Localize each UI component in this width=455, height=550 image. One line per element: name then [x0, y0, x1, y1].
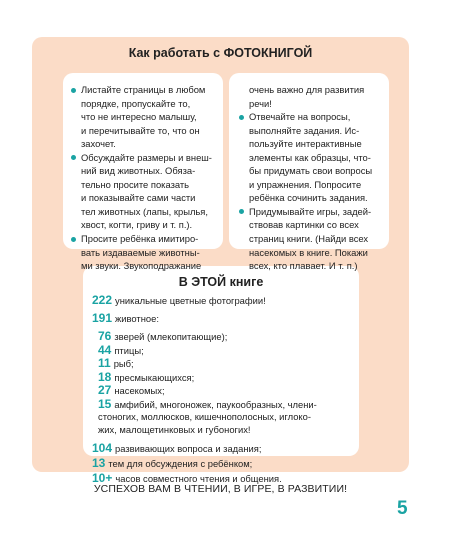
tip-text-line: ребёнка сочинить задания. [249, 192, 368, 204]
stat-number: 222 [92, 293, 113, 307]
stat-others-line2: стоногих, моллюсков, кишечнополосных, иглоко- [98, 411, 311, 422]
tip-text-line: бы придумать свои вопросы [249, 165, 373, 177]
stat-number: 10+ [92, 471, 113, 485]
tip-text-line: ний вид животных. Обяза- [81, 165, 196, 177]
stat-number: 15 [98, 396, 112, 411]
stat-text: птицы; [114, 344, 144, 356]
stat-text: насекомых; [114, 385, 165, 396]
in-book-stats [92, 292, 352, 486]
stat-number: 27 [98, 383, 112, 397]
stat-reptiles [98, 371, 352, 385]
stat-number: 44 [98, 342, 112, 357]
stat-text: уникальные цветные фотографии! [115, 295, 266, 306]
tip-text-line: всех, кто плавает. И т. п.) [249, 260, 358, 272]
tip-text-line: порядке, пропускайте то, [81, 97, 191, 109]
tip-text-line: ми звуки. Звукоподражание [81, 260, 202, 272]
tip-text-line: очень важно для развития [249, 84, 365, 95]
tip-text-line: и перечитывайте то, что он [81, 124, 200, 136]
stat-others [98, 398, 352, 412]
stat-birds [98, 344, 352, 358]
stat-number: 11 [98, 356, 111, 370]
stat-topics [92, 456, 352, 471]
stat-fish [98, 357, 352, 371]
tip-text-line: страниц книги. (Найди всех [249, 233, 369, 245]
tips-column-right [237, 83, 385, 273]
section-title: Как работать с ФОТОКНИГОЙ [128, 46, 313, 60]
footer-slogan: УСПЕХОВ ВАМ В ЧТЕНИИ, В ИГРЕ, В РАЗВИТИИ! [93, 483, 348, 495]
tip-bullet-line: Обсуждайте размеры и внеш- [69, 151, 219, 165]
tip-bullet-line: Листайте страницы в любом [69, 83, 219, 97]
tip-bullet-line: Придумывайте игры, задей- [237, 205, 385, 219]
stat-text: развивающих вопроса и задания; [115, 443, 262, 454]
tip-text-line: выполняйте задания. Ис- [249, 124, 360, 136]
stat-text: амфибий, многоножек, паукообразных, члени- [114, 398, 317, 410]
stat-others-line3: жих, малощетинковых и губоногих! [98, 423, 251, 435]
stat-number: 13 [92, 456, 106, 470]
tip-text-line: захочет. [81, 138, 116, 150]
animal-types-list [92, 330, 352, 436]
tip-text-line: речи! [249, 97, 272, 109]
tip-text-line: хвост, когти, гриву и т. п.). [81, 219, 193, 231]
stat-insects [98, 384, 352, 398]
tip-text-line: вать издаваемые животны- [81, 246, 200, 258]
stat-text: рыб; [113, 358, 134, 369]
stat-text: животное: [115, 313, 159, 324]
tip-text-line: и показывайте сами части [81, 192, 196, 204]
tip-text-line: тельно просите показать [81, 178, 190, 190]
stat-questions [92, 441, 352, 456]
stat-number: 104 [92, 441, 113, 455]
stat-text: тем для обсуждения с ребёнком; [108, 458, 253, 469]
stat-animals [92, 310, 352, 327]
stat-text: пресмыкающихся; [114, 371, 195, 383]
tip-bullet-line: Отвечайте на вопросы, [237, 110, 385, 124]
tip-text-line: элементы как образцы, что- [249, 151, 371, 163]
tip-bullet-line: Просите ребёнка имитиро- [69, 232, 219, 246]
stat-text: зверей (млекопитающие); [114, 331, 228, 342]
tip-text-line: что не интересно малышу, [81, 111, 197, 123]
stat-mammals [98, 330, 352, 344]
stat-photos [92, 292, 352, 309]
stat-number: 18 [98, 369, 112, 384]
tip-text-line: насекомых в книге. Покажи [249, 246, 368, 258]
tip-text-line: и упражнения. Попросите [249, 178, 362, 190]
stat-number: 191 [92, 311, 113, 325]
in-book-title: В ЭТОЙ книге [178, 275, 264, 289]
tip-text-line: ствовав картинки со всех [249, 219, 359, 231]
tip-text-line: тел животных (лапы, крылья, [81, 205, 208, 217]
stat-text: часов совместного чтения и общения. [115, 473, 282, 484]
tip-text-line: пользуйте интерактивные [249, 138, 362, 150]
page-number: 5 [397, 498, 408, 519]
tips-column-left [69, 83, 219, 273]
stat-number: 76 [98, 329, 112, 343]
